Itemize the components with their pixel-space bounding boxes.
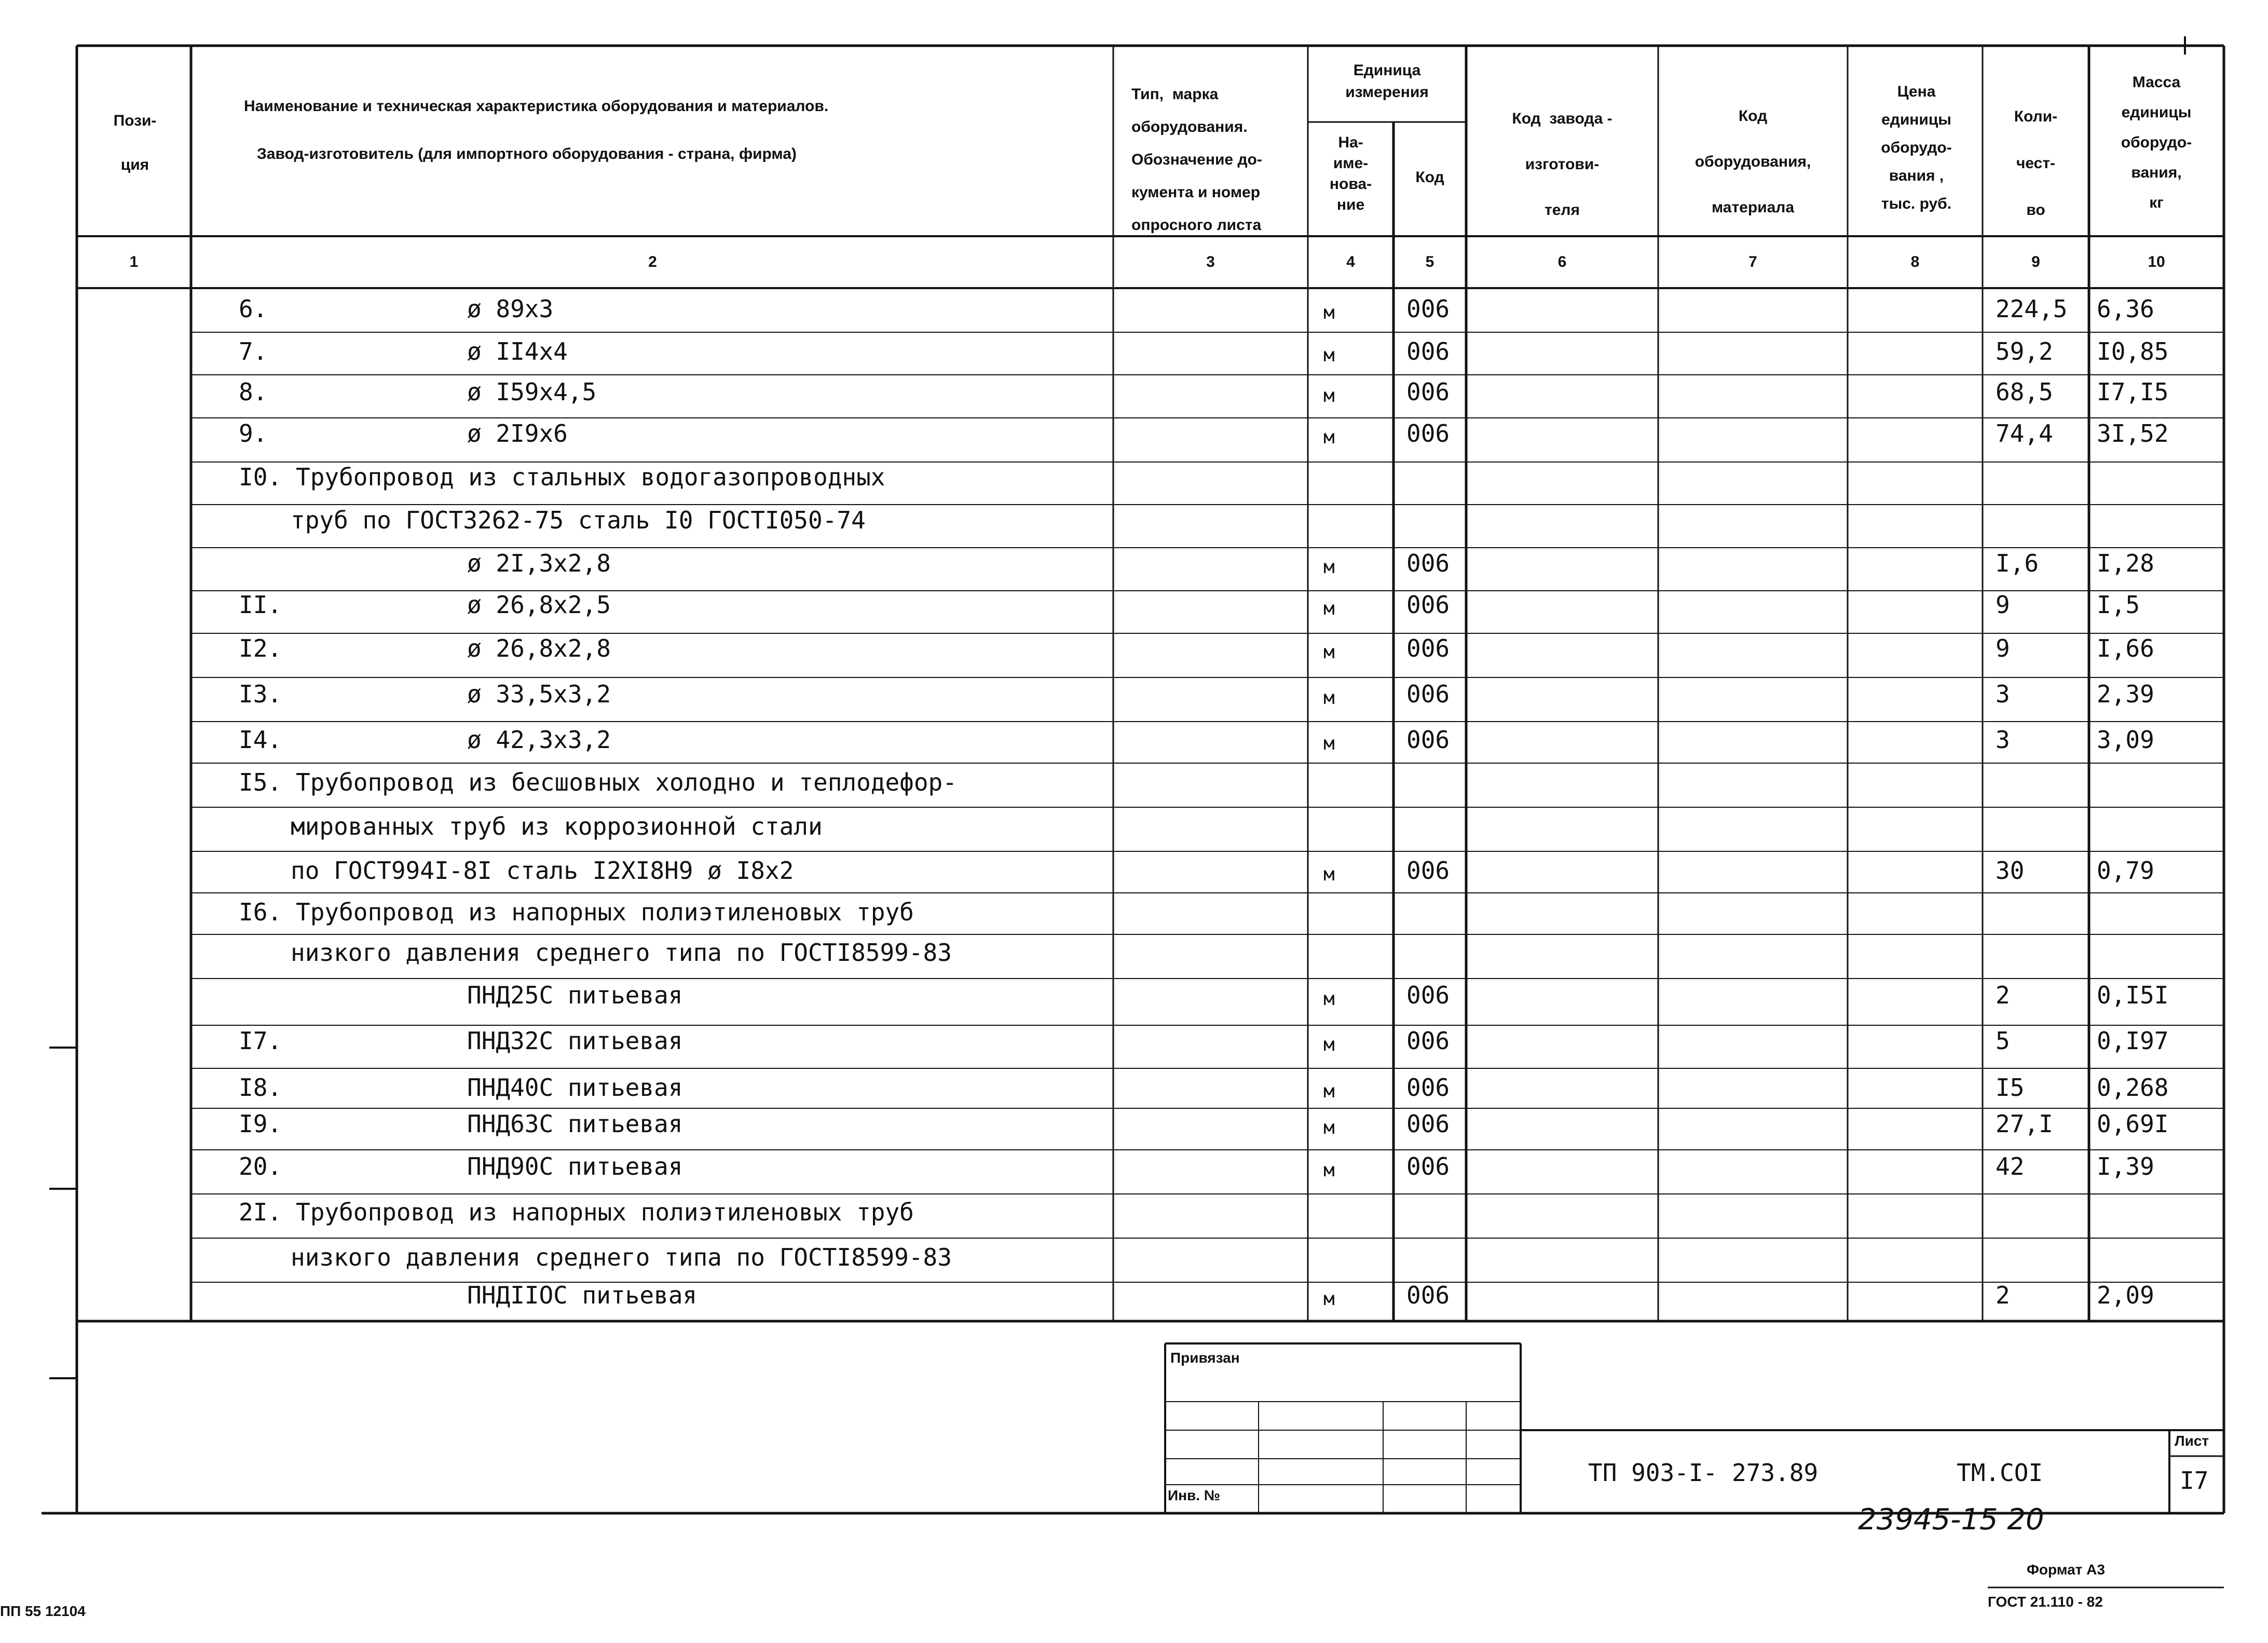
row-position: 6. xyxy=(239,295,268,323)
row-description: ПНД63С питьевая xyxy=(467,1110,683,1138)
row-mass: I,5 xyxy=(2097,591,2140,619)
row-quantity: 3 xyxy=(1996,726,2010,754)
format-label: Формат А3 xyxy=(2027,1561,2105,1578)
row-position: I3. xyxy=(239,680,282,708)
header-type: Тип, марка оборудования. Обозначение до- кумента и номер опросного листа xyxy=(1131,86,1262,234)
row-unit: м xyxy=(1323,687,1335,709)
column-number: 1 xyxy=(129,253,139,270)
row-code: 006 xyxy=(1406,1281,1450,1309)
row-description: ПНД25С питьевая xyxy=(467,981,683,1009)
row-quantity: I5 xyxy=(1996,1074,2025,1102)
row-code: 006 xyxy=(1406,295,1450,323)
row-mass: 0,79 xyxy=(2097,857,2154,885)
column-number: 4 xyxy=(1346,253,1355,270)
row-quantity: 224,5 xyxy=(1996,295,2068,323)
row-unit: м xyxy=(1323,556,1335,578)
row-code: 006 xyxy=(1406,634,1450,662)
row-unit: м xyxy=(1323,302,1335,323)
row-description: низкого давления среднего типа по ГОСТI8599-83 xyxy=(291,939,952,967)
row-quantity: 3 xyxy=(1996,680,2010,708)
row-quantity: 30 xyxy=(1996,857,2025,885)
row-description: труб по ГОСТ3262-75 сталь I0 ГОСТI050-74 xyxy=(291,506,866,534)
row-mass: 6,36 xyxy=(2097,295,2154,323)
stamp-mark: ТМ.СОI xyxy=(1957,1459,2043,1487)
row-quantity: 2 xyxy=(1996,1281,2010,1309)
row-description: ø II4x4 xyxy=(467,337,568,365)
stamp-list-number: I7 xyxy=(2180,1467,2209,1495)
row-description: ø 89x3 xyxy=(467,295,554,323)
row-quantity: 2 xyxy=(1996,981,2010,1009)
row-unit: м xyxy=(1323,1117,1335,1138)
row-quantity: 9 xyxy=(1996,591,2010,619)
row-mass: 0,268 xyxy=(2097,1074,2169,1102)
row-mass: 0,I97 xyxy=(2097,1027,2169,1055)
header-factory-code: Код завода - изготови- теля xyxy=(1512,110,1613,219)
row-code: 006 xyxy=(1406,981,1450,1009)
row-unit: м xyxy=(1323,598,1335,619)
row-mass: 0,I5I xyxy=(2097,981,2169,1009)
row-quantity: 27,I xyxy=(1996,1110,2053,1138)
row-unit: м xyxy=(1323,427,1335,448)
row-position: I4. xyxy=(239,726,282,754)
header-position: Пози- ция xyxy=(113,112,157,173)
row-code: 006 xyxy=(1406,1027,1450,1055)
column-number: 3 xyxy=(1206,253,1215,270)
header-unit-name: На- име- нова- ние xyxy=(1329,134,1372,213)
row-unit: м xyxy=(1323,1081,1335,1102)
row-code: 006 xyxy=(1406,419,1450,447)
row-position: 20. xyxy=(239,1152,282,1180)
row-description: ø 26,8x2,5 xyxy=(467,591,611,619)
row-quantity: 9 xyxy=(1996,634,2010,662)
row-description: низкого давления среднего типа по ГОСТI8599-83 xyxy=(291,1243,952,1271)
header-unit-group: Единица измерения xyxy=(1345,62,1429,101)
row-description: Трубопровод из напорных полиэтиленовых труб xyxy=(296,898,914,926)
row-description: ø 33,5x3,2 xyxy=(467,680,611,708)
row-mass: I,39 xyxy=(2097,1152,2154,1180)
row-position: I6. xyxy=(239,898,282,926)
row-position: II. xyxy=(239,591,282,619)
row-mass: I,28 xyxy=(2097,549,2154,577)
column-number: 8 xyxy=(1910,253,1920,270)
row-code: 006 xyxy=(1406,1110,1450,1138)
row-position: I5. xyxy=(239,768,282,796)
column-number: 5 xyxy=(1425,253,1434,270)
row-unit: м xyxy=(1323,988,1335,1010)
row-description: Трубопровод из напорных полиэтиленовых труб xyxy=(296,1198,914,1226)
column-number: 7 xyxy=(1748,253,1757,270)
row-code: 006 xyxy=(1406,857,1450,885)
row-description: ø 2I9x6 xyxy=(467,419,568,447)
row-unit: м xyxy=(1323,1288,1335,1310)
row-description: ПНДIIОС питьевая xyxy=(467,1281,698,1309)
stamp-list-label: Лист xyxy=(2175,1433,2209,1449)
row-mass: I,66 xyxy=(2097,634,2154,662)
row-code: 006 xyxy=(1406,1152,1450,1180)
row-mass: I7,I5 xyxy=(2097,378,2169,406)
row-mass: 0,69I xyxy=(2097,1110,2169,1138)
row-position: I2. xyxy=(239,634,282,662)
corner-code: ПП 55 12104 xyxy=(0,1603,86,1619)
row-description: Трубопровод из бесшовных холодно и теплодефор- xyxy=(296,768,957,796)
row-position: 7. xyxy=(239,337,268,365)
row-mass: 3I,52 xyxy=(2097,419,2169,447)
row-unit: м xyxy=(1323,733,1335,754)
row-position: I7. xyxy=(239,1027,282,1055)
row-quantity: 59,2 xyxy=(1996,337,2053,365)
header-quantity: Коли- чест- во xyxy=(2014,108,2058,219)
header-equipment-code: Код оборудования, материала xyxy=(1695,107,1811,216)
row-mass: 2,39 xyxy=(2097,680,2154,708)
row-description: ø 26,8x2,8 xyxy=(467,634,611,662)
row-code: 006 xyxy=(1406,337,1450,365)
row-position: 2I. xyxy=(239,1198,282,1226)
row-position: I9. xyxy=(239,1110,282,1138)
row-description: Трубопровод из стальных водогазопроводных xyxy=(296,463,885,491)
row-quantity: 74,4 xyxy=(1996,419,2053,447)
row-description: ø 42,3x3,2 xyxy=(467,726,611,754)
row-position: I0. xyxy=(239,463,282,491)
row-position: I8. xyxy=(239,1074,282,1102)
column-number: 2 xyxy=(648,253,657,270)
header-name-line1: Наименование и техническая характеристика оборудования и материалов. xyxy=(244,98,829,115)
row-unit: м xyxy=(1323,1034,1335,1055)
header-unit-code: Код xyxy=(1415,169,1444,186)
row-position: 9. xyxy=(239,419,268,447)
stamp-privyazan: Привязан xyxy=(1170,1350,1240,1366)
row-unit: м xyxy=(1323,385,1335,406)
row-description: мированных труб из коррозионной стали xyxy=(291,812,823,840)
row-description: ПНД40С питьевая xyxy=(467,1074,683,1102)
row-unit: м xyxy=(1323,642,1335,663)
row-code: 006 xyxy=(1406,680,1450,708)
row-quantity: 68,5 xyxy=(1996,378,2053,406)
row-quantity: 42 xyxy=(1996,1152,2025,1180)
row-code: 006 xyxy=(1406,1074,1450,1102)
column-number: 6 xyxy=(1557,253,1567,270)
row-description: ПНД90С питьевая xyxy=(467,1152,683,1180)
row-unit: м xyxy=(1323,345,1335,366)
header-mass: Масса единицы оборудо- вания, кг xyxy=(2121,74,2192,211)
row-quantity: 5 xyxy=(1996,1027,2010,1055)
row-unit: м xyxy=(1323,1160,1335,1181)
row-code: 006 xyxy=(1406,726,1450,754)
column-number: 10 xyxy=(2148,253,2165,270)
row-code: 006 xyxy=(1406,591,1450,619)
handwritten-number: 23945-15 20 xyxy=(1858,1503,2044,1537)
row-unit: м xyxy=(1323,864,1335,885)
row-description: ø 2I,3x2,8 xyxy=(467,549,611,577)
row-description: ø I59x4,5 xyxy=(467,378,597,406)
row-position: 8. xyxy=(239,378,268,406)
row-code: 006 xyxy=(1406,549,1450,577)
gost-label: ГОСТ 21.110 - 82 xyxy=(1988,1594,2103,1610)
row-description: ПНД32С питьевая xyxy=(467,1027,683,1055)
row-mass: I0,85 xyxy=(2097,337,2169,365)
header-price: Цена единицы оборудо- вания , тыс. руб. xyxy=(1881,83,1952,212)
row-code: 006 xyxy=(1406,378,1450,406)
row-quantity: I,6 xyxy=(1996,549,2039,577)
row-description: по ГОСТ994I-8I сталь I2XI8H9 ø I8x2 xyxy=(291,857,794,885)
row-mass: 2,09 xyxy=(2097,1281,2154,1309)
stamp-doc-code: ТП 903-I- 273.89 xyxy=(1588,1459,1819,1487)
row-mass: 3,09 xyxy=(2097,726,2154,754)
header-name-line2: Завод-изготовитель (для импортного оборудования - страна, фирма) xyxy=(257,145,797,162)
column-number: 9 xyxy=(2031,253,2040,270)
stamp-inv-label: Инв. № xyxy=(1168,1487,1221,1503)
